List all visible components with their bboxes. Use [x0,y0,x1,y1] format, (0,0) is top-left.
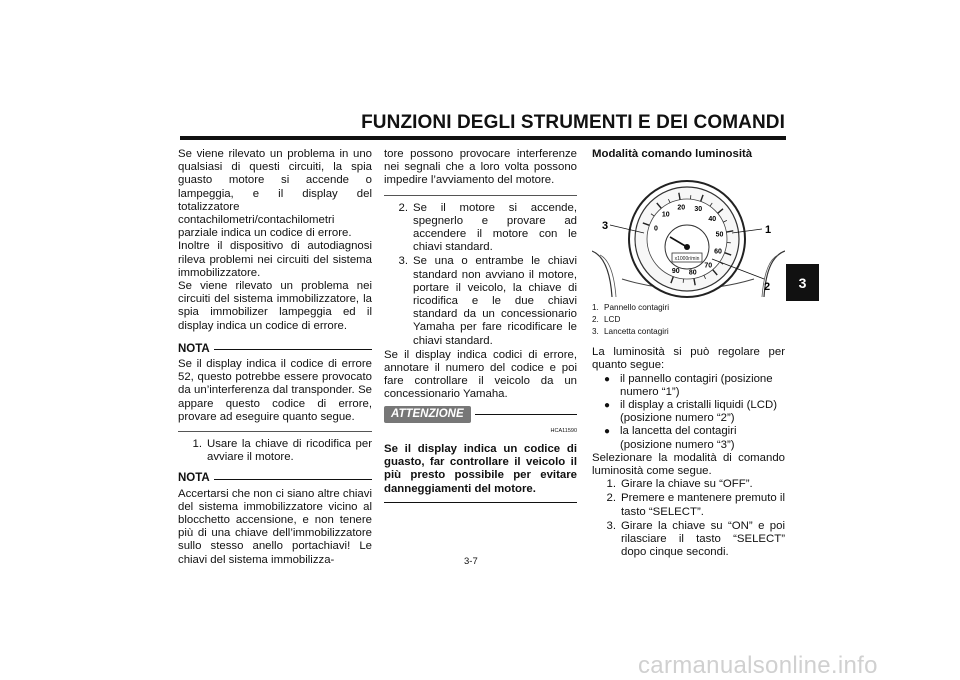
dial-number: 0 [654,226,658,233]
column-2 [384,148,577,509]
legend-text: Pannello contagiri [604,302,669,314]
list-number: 3. [592,520,621,560]
legend-item [592,326,785,338]
callout-1: 1 [765,224,771,236]
column-1 [178,148,372,567]
list-text: Girare la chiave su “OFF”. [621,478,785,491]
list-text: Se una o entrambe le chiavi standard non avviano il motore, portare il veicolo, la chiave di ricodifica e le due chiavi standard da un concessionario Yamaha per fare ricodificare le chiavi standard. [413,255,577,347]
page-number: 3-7 [464,556,478,567]
separator [384,195,577,196]
list-item [592,492,785,518]
list-item [384,202,577,255]
section-heading: Modalità comando luminosità [592,148,785,161]
steps-list [592,478,785,559]
paragraph: Se viene rilevato un problema nei circuiti del sistema immobilizzatore, la spia immobilizer lampeggia ed il display indica un codice di errore. [178,280,372,333]
bullet-icon: ● [604,373,620,399]
column-3 [592,148,785,560]
dial-number: 70 [704,262,712,269]
list-number: 2. [384,202,413,255]
list-item [592,520,785,560]
dial-number: 60 [714,248,722,255]
tachometer-figure [592,167,785,299]
tachometer-illustration [592,167,785,299]
list-item [384,255,577,347]
dial-number: 10 [662,212,670,219]
list-number: 1. [592,478,621,491]
bullet-item [604,373,785,399]
list-text: Premere e mantenere premuto il tasto “SELECT”. [621,492,785,518]
chapter-tab: 3 [786,264,819,301]
dial-number: 50 [716,231,724,238]
dial-number: 80 [689,270,697,277]
dial-number: 90 [672,268,680,275]
attention-label: ATTENZIONE [384,406,471,423]
paragraph: Inoltre il dispositivo di autodiagnosi rileva problemi nei circuiti del sistema immobilizzatore. [178,240,372,280]
dial-number: 40 [708,216,716,223]
separator [178,431,372,432]
page-title: FUNZIONI DEGLI STRUMENTI E DEI COMANDI [250,112,785,134]
list-text: Se il motore si accende, spegnerlo e provare ad accendere il motore con le chiavi standard. [413,202,577,255]
note-label: NOTA [178,472,210,485]
attention-heading [384,406,577,423]
note-text: Se il display indica il codice di errore 52, questo potrebbe essere provocato da un’interferenza dal transponder. Se appare questo codice di errore, provare ad eseguire quanto segue. [178,358,372,424]
bullet-text: il display a cristalli liquidi (LCD) (posizione numero “2”) [620,399,785,425]
dial-number: 30 [694,206,702,213]
list-item [178,438,372,464]
paragraph: La luminosità si può regolare per quanto segue: [592,346,785,372]
watermark: carmanualsonline.info [638,652,878,680]
bullet-item [604,425,785,451]
note-label: NOTA [178,343,210,356]
separator [384,502,577,503]
list-number: 2. [592,492,621,518]
list-item [592,478,785,491]
dial-unit-label: x1000r/min [675,256,700,262]
list-number: 1. [178,438,207,464]
legend-number: 2. [592,314,604,326]
paragraph: Se il display indica codici di errore, annotare il numero del codice e poi fare controllare il veicolo da un concessionario Yamaha. [384,349,577,402]
list-number: 3. [384,255,413,347]
note-rule [214,479,372,480]
header-rule [180,136,786,140]
legend-item [592,302,785,314]
legend-text: Lancetta contagiri [604,326,669,338]
paragraph: Se viene rilevato un problema in uno qualsiasi di questi circuiti, la spia guasto motore si accende o lampeggia, e il display del totalizzatore contachilometri/contachilometri parziale indica un codice di errore. [178,148,372,240]
list-text: Girare la chiave su “ON” e poi rilasciare il tasto “SELECT” dopo cinque secondi. [621,520,785,560]
paragraph: Selezionare la modalità di comando luminosità come segue. [592,452,785,478]
figure-legend [592,302,785,338]
legend-item [592,314,785,326]
bullet-text: la lancetta del contagiri (posizione numero “3”) [620,425,785,451]
bullet-icon: ● [604,399,620,425]
bullet-text: il pannello contagiri (posizione numero “1”) [620,373,785,399]
attention-rule [475,414,577,415]
dial-number: 20 [677,205,685,212]
callout-3: 3 [602,220,608,232]
paragraph: tore possono provocare interferenze nei segnali che a loro volta possono impedire l’avviamento del motore. [384,148,577,188]
legend-number: 3. [592,326,604,338]
note-heading [178,343,372,356]
attention-text: Se il display indica un codice di guasto, far controllare il veicolo il più presto possibile per evitare danneggiamenti del motore. [384,443,577,496]
attention-code: HCA11590 [384,425,577,438]
note-text: Accertarsi che non ci siano altre chiavi del sistema immobilizzatore vicino al blocchetto accensione, e non tenere più di una chiave dell’immobilizzatore sullo stesso anello portachiavi! Le chiavi del sistema immobilizza- [178,488,372,567]
legend-text: LCD [604,314,620,326]
bullet-item [604,399,785,425]
legend-number: 1. [592,302,604,314]
note-heading [178,472,372,485]
list-text: Usare la chiave di ricodifica per avviare il motore. [207,438,372,464]
bullet-icon: ● [604,425,620,451]
callout-2: 2 [764,281,770,293]
note-rule [214,349,372,350]
